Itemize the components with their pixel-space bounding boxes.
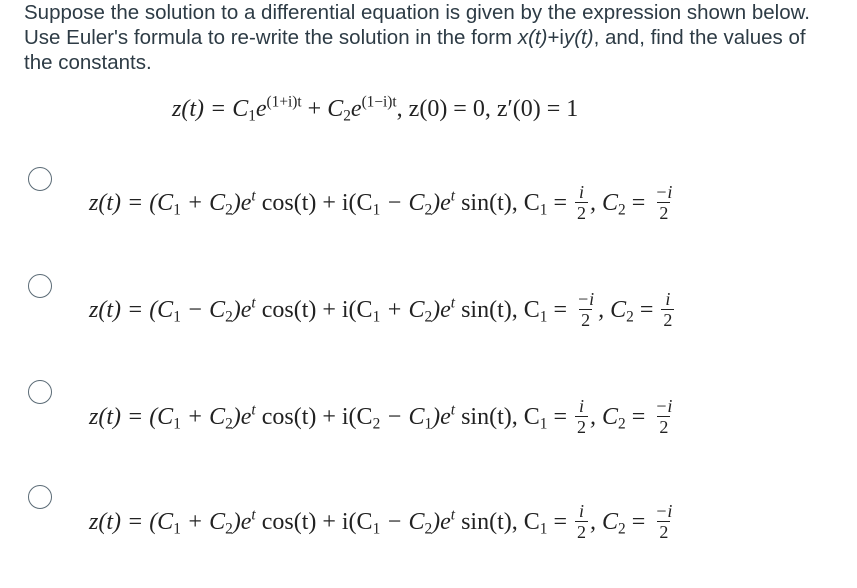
radio-button[interactable] [28, 167, 52, 191]
c1-fraction: $\frac{i}{2}$ [576, 501, 586, 542]
c1-fraction: $\frac{i}{2}$ [576, 396, 586, 437]
answer-option-3[interactable] [0, 373, 857, 483]
option-equation: $z(t) = (C_1 + C_2)e^t$ $\cos(t) + i(C_1 - C_2)e^t$ sin(t), $C_1$ = $\frac{i}{2}$ , $C_2$ = $\frac{-i}{2}$ [89, 501, 673, 542]
answer-option-2[interactable] [0, 267, 857, 377]
option-equation: $z(t) = (C_1 - C_2)e^t$ $\cos(t) + i(C_1 + C_2)e^t$ sin(t), $C_1$ = $\frac{-i}{2}$ , $C_2$ = $\frac{i}{2}$ [89, 289, 673, 330]
c2-fraction: $\frac{-i}{2}$ [655, 182, 673, 223]
c2-fraction: $\frac{-i}{2}$ [655, 396, 673, 437]
c2-fraction: $\frac{i}{2}$ [663, 289, 673, 330]
form-plus: +i [547, 26, 564, 49]
radio-button[interactable] [28, 380, 52, 404]
option-equation: $z(t) = (C_1 + C_2)e^t$ $\cos(t) + i(C_2 - C_1)e^t$ sin(t), $C_1$ = $\frac{i}{2}$ , $C_2$ = $\frac{-i}{2}$ [89, 396, 673, 437]
option-equation: $z(t) = (C_1 + C_2)e^t$ $\cos(t) + i(C_1 - C_2)e^t$ sin(t), $C_1$ = $\frac{i}{2}$ , $C_2$ = $\frac{-i}{2}$ [89, 182, 673, 223]
question-text [24, 0, 839, 75]
radio-button[interactable] [28, 485, 52, 509]
question-text-part1: Suppose the solution to a differential equation is given by the expression shown below. Use Euler's formula to re-write the solution in the form [24, 1, 810, 49]
answer-option-4[interactable] [0, 478, 857, 588]
c2-fraction: $\frac{-i}{2}$ [655, 501, 673, 542]
form-x: x(t) [517, 26, 548, 49]
given-equation: $z(t) = C_1e^{(1+i)t} + C_2e^{(1-i)t}$, z(0) = 0, z′(0) = 1 [172, 93, 579, 125]
c1-fraction: $\frac{-i}{2}$ [576, 289, 595, 330]
radio-button[interactable] [28, 274, 52, 298]
question-text-part2: , and, find the values of the constants. [24, 26, 806, 74]
form-y: y(t) [563, 26, 594, 49]
c1-fraction: $\frac{i}{2}$ [576, 182, 586, 223]
answer-option-1[interactable] [0, 160, 857, 270]
